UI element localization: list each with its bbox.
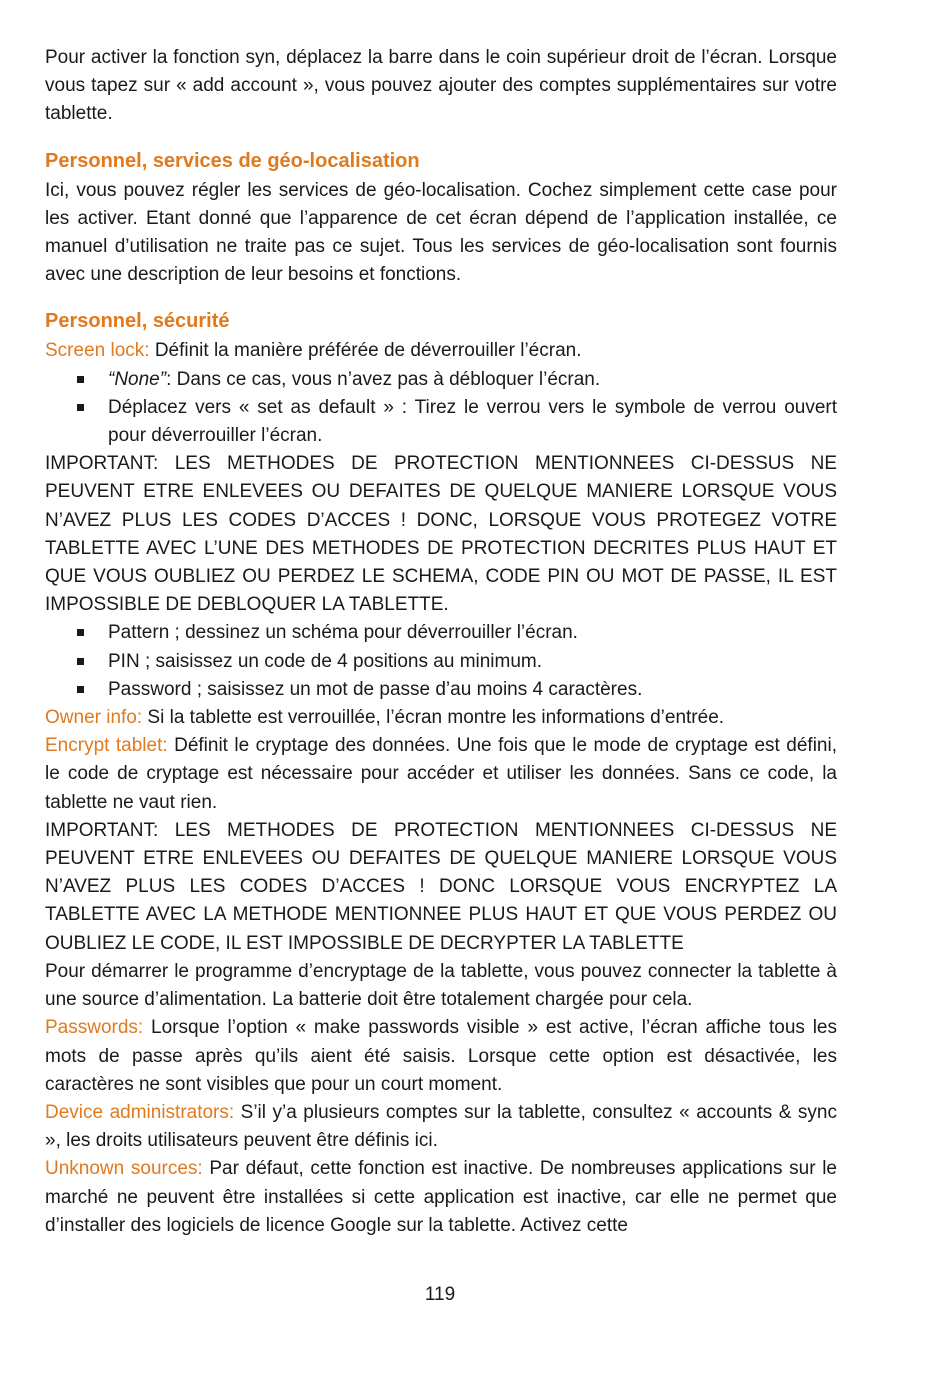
passwords-text: Lorsque l’option « make passwords visible » est active, l’écran affiche tous les mots de passe après qu’ils aient été saisis. Lorsque cette option est désactivée, les caractères ne sont visibles que pour un court moment. [45,1017,837,1095]
bullet-square-icon [77,658,84,665]
heading-geo-localisation: Personnel, services de géo-localisation [45,149,420,172]
screen-lock-paragraph [45,337,837,365]
geo-localisation-paragraph: Ici, vous pouvez régler les services de géo-localisation. Cochez simplement cette case pour les activer. Etant donné que l’apparence de cet écran dépend de l’application installée, ce manuel d’utilisation ne traite pas ce sujet. Tous les services de géo-localisation sont fournis avec une description de leur besoins et fonctions. [45,179,837,286]
option-none-text: : Dans ce cas, vous n’avez pas à débloquer l’écran. [166,368,601,390]
heading-security: Personnel, sécurité [45,310,230,333]
option-none-label: “None” [108,368,167,390]
page-number: 119 [424,1284,456,1305]
encrypt-tablet-text: Définit le cryptage des données. Une fois que le mode de cryptage est défini, le code de cryptage est nécessaire pour accéder et utiliser les données. Sans ce code, la tablette ne vaut rien. [45,735,837,813]
device-administrators-term: Device administrators: [45,1101,235,1123]
owner-info-paragraph [45,704,837,732]
device-administrators-paragraph [45,1099,837,1155]
lock-methods-list [45,619,837,704]
document-page [45,44,837,1240]
encrypt-tablet-term: Encrypt tablet: [45,735,168,757]
unknown-sources-term: Unknown sources: [45,1158,203,1180]
bullet-square-icon [77,376,84,383]
important-warning-lock: IMPORTANT: LES METHODES DE PROTECTION MENTIONNEES CI-DESSUS NE PEUVENT ETRE ENLEVEES OU DEFAITES DE QUELQUE MANIERE LORSQUE VOUS N’AVEZ PLUS LES CODES D’ACCES ! DONC, LORSQUE VOUS PROTEGEZ VOTRE TABLETTE AVEC L’UNE DES METHODES DE PROTECTION DECRITES PLUS HAUT ET QUE VOUS OUBLIEZ OU PERDEZ LE SCHEMA, CODE PIN OU MOT DE PASSE, IL EST IMPOSSIBLE DE DEBLOQUER LA TABLETTE. [45,453,837,616]
owner-info-term: Owner info: [45,707,143,729]
list-item [45,648,837,676]
bullet-square-icon [77,404,84,411]
list-item [45,394,837,450]
encrypt-start-paragraph: Pour démarrer le programme d’encryptage de la tablette, vous pouvez connecter la tablette à une source d’alimentation. La batterie doit être totalement chargée pour cela. [45,960,837,1011]
encrypt-tablet-paragraph [45,732,837,817]
method-password-text: Password ; saisissez un mot de passe d’au moins 4 caractères. [108,678,643,700]
unknown-sources-text: Par défaut, cette fonction est inactive. De nombreuses applications sur le marché ne peuvent être installées si cette application est inactive, car elle ne permet que d’installer des logiciels de licence Google sur la tablette. Activez cette [45,1158,837,1236]
passwords-term: Passwords: [45,1017,144,1039]
list-item [45,619,837,647]
list-item [45,676,837,704]
screen-lock-term: Screen lock: [45,340,150,362]
option-set-default-text: Déplacez vers « set as default » : Tirez le verrou vers le symbole de verrou ouvert pour déverrouiller l’écran. [108,396,837,447]
method-pin-text: PIN ; saisissez un code de 4 positions au minimum. [108,650,543,672]
bullet-square-icon [77,629,84,636]
screen-lock-text: Définit la manière préférée de déverrouiller l’écran. [149,340,582,362]
owner-info-text: Si la tablette est verrouillée, l’écran montre les informations d’entrée. [142,707,725,729]
intro-paragraph: Pour activer la fonction syn, déplacez la barre dans le coin supérieur droit de l’écran. Lorsque vous tapez sur « add account », vous pouvez ajouter des comptes supplémentaires sur votre tablette. [45,47,837,125]
unknown-sources-paragraph [45,1155,837,1240]
device-administrators-text: S’il y’a plusieurs comptes sur la tablette, consultez « accounts & sync », les droits utilisateurs peuvent être définis ici. [45,1101,837,1152]
passwords-paragraph [45,1014,837,1099]
bullet-square-icon [77,686,84,693]
important-warning-encrypt: IMPORTANT: LES METHODES DE PROTECTION MENTIONNEES CI-DESSUS NE PEUVENT ETRE ENLEVEES OU DEFAITES DE QUELQUE MANIERE LORSQUE VOUS N’AVEZ PLUS LES CODES D’ACCES ! DONC LORSQUE VOUS ENCRYPTEZ LA TABLETTE AVEC LA METHODE MENTIONNEE PLUS HAUT ET QUE VOUS PERDEZ OU OUBLIEZ LE CODE, IL EST IMPOSSIBLE DE DECRYPTER LA TABLETTE [45,819,837,954]
screen-lock-options-list [45,366,837,451]
list-item [45,366,837,394]
method-pattern-text: Pattern ; dessinez un schéma pour déverrouiller l’écran. [108,622,578,644]
